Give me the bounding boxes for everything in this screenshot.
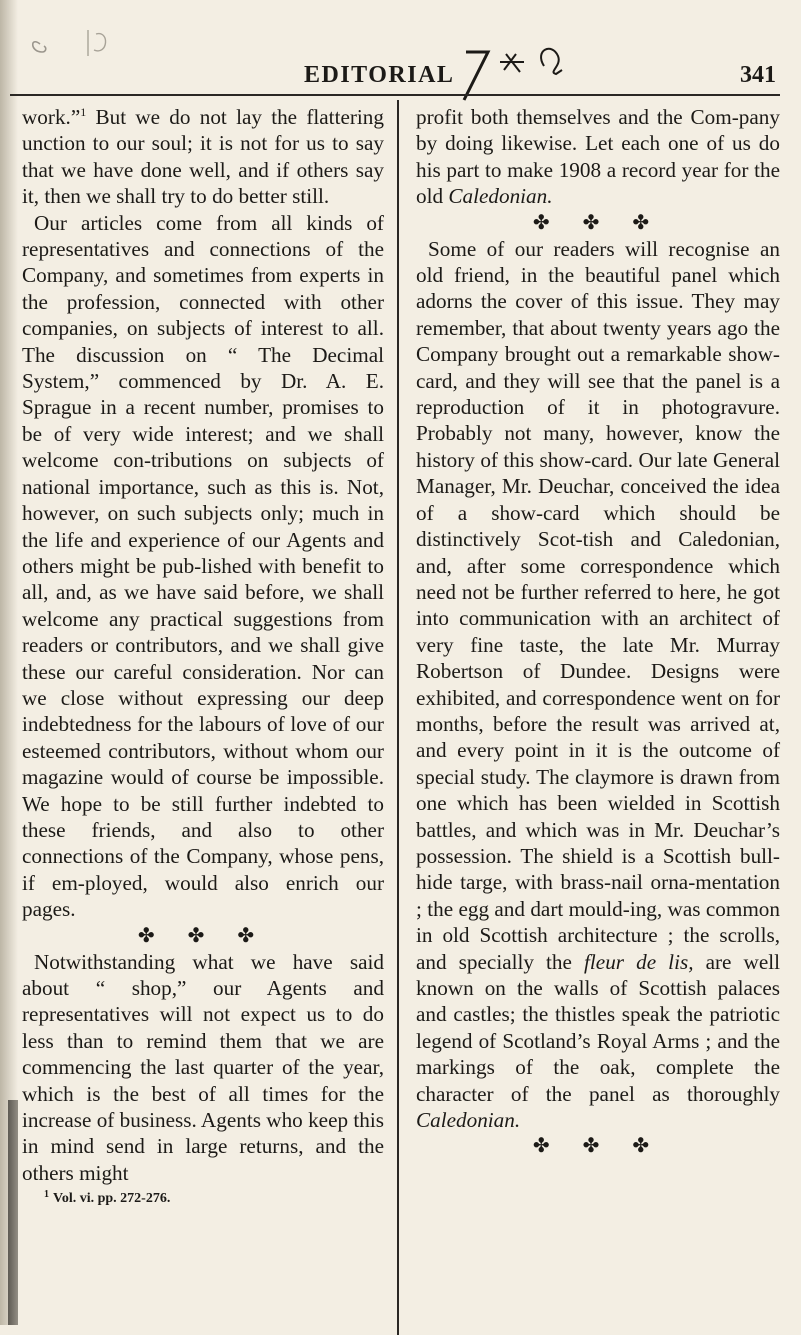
paragraph-text: profit both themselves and the Com-pany by doing likewise. Let each one of us do his part to make 1908 a record year for the old [416,105,780,209]
footnote-ref: 1 [80,104,87,119]
emphasis: fleur de lis, [584,949,694,974]
paragraph: Notwithstanding what we have said about “ shop,” our Agents and representatives will not expect us to do less than to remind them that we are commencing the last quarter of the year, which is the best of all times for the increase of business. Agents who keep this in mind send in large returns, and the others might [22,949,384,1185]
emphasis: Caledonian. [416,1108,521,1133]
paragraph: Our articles come from all kinds of representatives and connections of the Company, and sometimes from experts in the profession, connected with other companies, on subjects of interest to all. The discussion on “ The Decimal System,” commenced by Dr. A. E. Sprague in a recent number, promises to be of very wide interest; and we shall welcome con-tributions on subjects of national importance, such as this is. Not, however, on such subjects only; much in the life and experience of our Agents and others might be pub-lished with benefit to all, and, as we have said before, we shall welcome any practical suggestions from readers or contributors, and we shall give these our careful consideration. Nor can we close without expressing our deep indebtedness for the labours of love of our esteemed contributors, without whom our magazine would of course be impossible. We hope to be still further indebted to these friends, and also to other connections of the Company, whose pens, if em-ployed, would also enrich our pages. [22,210,384,922]
binding-edge [8,1100,18,1325]
paragraph-text: But we do not lay the flattering unction to our soul; it is not for us to say that we have done well, and if others say it, then we shall try to do better still. [22,105,384,209]
running-head: EDITORIAL [304,62,455,88]
section-ornament: ✤ ✤ ✤ [137,924,269,947]
page-header [14,52,784,92]
page-number: 341 [740,62,776,88]
footnote-text: Vol. vi. pp. 272-276. [53,1191,171,1207]
paragraph [416,236,780,1134]
paragraph-text: work.” [22,105,81,129]
column-divider [397,100,399,1335]
left-column [22,104,384,1208]
header-rule [10,94,780,96]
paragraph [416,104,780,210]
paragraph-text: are well known on the walls of Scottish palaces and castles; the thistles speak the patriotic legend of Scotland’s Royal Arms ; and the markings of the oak, complete the character of the panel as thoroughly [416,949,780,1106]
section-ornament: ✤ ✤ ✤ [532,211,664,234]
paragraph-text: Some of our readers will recognise an old friend, in the beautiful panel which adorns the cover of this issue. They may remember, that about twenty years ago the Company brought out a remarkable show-card, and they will see that the panel is a reproduction of it in photogravure. Probably not many, however, know the history of this show-card. Our late General Manager, Mr. Deuchar, conceived the idea of a show-card which should be distinctively Scot-tish and Caledonian, and, after some correspondence which need not be further referred to here, he got into communication with an architect of very fine taste, the late Mr. Murray Robertson of Dundee. Designs were exhibited, and correspondence went on for months, before the result was arrived at, and every point in it is the outcome of special study. The claymore is drawn from one which has been wielded in Scottish battles, and which was in Mr. Deuchar’s possession. The shield is a Scottish bull-hide targe, with brass-nail orna-mentation ; the egg and dart mould-ing, was common in old Scottish architecture ; the scrolls, and specially the [416,236,780,974]
footnote [22,1190,384,1208]
right-column [416,104,780,1159]
footnote-mark: 1 [44,1188,49,1200]
emphasis: Caledonian. [448,184,553,209]
section-ornament: ✤ ✤ ✤ [532,1135,664,1158]
paragraph [22,104,384,210]
